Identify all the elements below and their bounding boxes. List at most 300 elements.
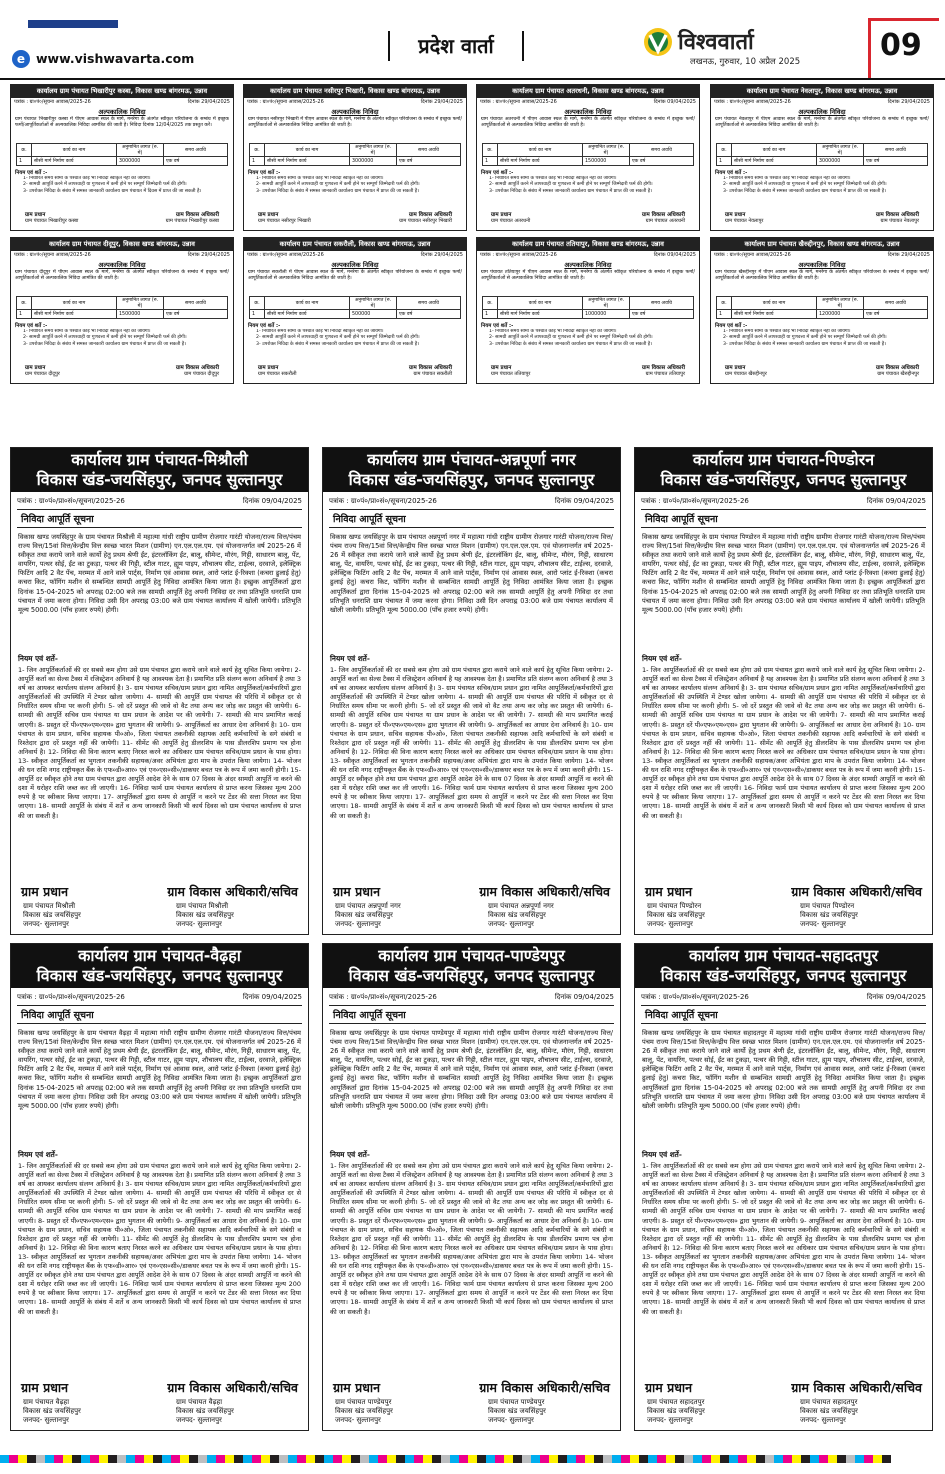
reference-number: पत्रांक : ग्रा०पं०/प्रा०सं०/सूचना/2025-26	[329, 497, 437, 505]
color-swatch	[117, 1455, 126, 1463]
table-cell: एक वर्ष	[164, 157, 228, 166]
signatory-officer-place: ग्राम पंचायत खैरुद्दीनपुर	[877, 371, 919, 377]
table-header-cell: अनुमानित लागत (रु. में)	[117, 144, 164, 157]
table-cell: 1	[717, 157, 732, 166]
pradhan-details	[23, 1398, 153, 1425]
color-swatch	[783, 1455, 792, 1463]
rules-text: 1- जिन आपूर्तिकर्ताओं की दर सबसे कम होगा उसे ग्राम पंचायत द्वारा कराये जाने वाले कार्य हेतु सूचित किया जायेगा। 2- आपूर्ति कर्ता का सेल्स टैक्स में रजिस्ट्रेशन अनिवार्य है यह आवश्यक देता है। प्रमाणित प्रति संलग्न करना अनिवार्य है तथा 3 वर्ष का आयकर कार्यालय संलग्न अनिवार्य है। 3- ग्राम पंचायत सचिव/ग्राम प्रधान द्वारा नामित आपूर्तिकर्ता/कर्मचारियों द्वारा आपूर्तिकर्ताओं की उपस्थिति में टेण्डर खोला जायेगा। 4- सामग्री की आपूर्ति ग्राम पंचायत की परिधि में स्वीकृत दर से निर्धारित समय सीमा पर करनी होगी। 5- जो दरें प्रस्तुत की जावे वो वैट तथा अन्य कर जोड़ कर प्रस्तुत की जायेगी। 6- सामग्री की आपूर्ति सचिव ग्राम पंचायत या ग्राम प्रधान के आदेश पर की जायेगी। 7- सामग्री की माप प्रमाणित कराई जाएगी। 8- प्रस्तुत दरें पी०एफ०एम०एस० द्वारा भुगतान की जायेगी। 9- आपूर्तिकर्ता का आधार देना अनिवार्य है। 10- ग्राम पंचायत के ग्राम प्रधान, सचिव सहायक पी०ओ०, जिला पंचायत तकनीकी सहायक आदि कर्मचारियों के सगे संबंधी व रिश्तेदार द्वारा दरें प्रस्तुत नहीं की जायेगी। 11- सीमेंट की आपूर्ति हेतु डीलरशिप के पास डीलरशिप प्रमाण पत्र होना अनिवार्य है। 12- निविदा की विना कारण बताए निरस्त करने का अधिकार ग्राम पंचायत सचिव/ग्राम प्रधान के पास होगा। 13- स्वीकृत आपूर्तिकर्ता का भुगतान तकनीकी सहायक/अवर अभियंता द्वारा माप के उपरांत किया जायेगा। 14- भोजन की धन राशि नगद राष्ट्रीयकृत बैंक के एफ०डी०आर० एवं एन०एस०सी०/डाकघर बचत पत्र के रूप में जमा करनी होगी। 15- आपूर्ति दर स्वीकृत होने तथा ग्राम पंचायत द्वारा आपूर्ति आदेश देने के साथ 07 दिवस के अंदर सामग्री आपूर्ति ना करने की दशा में धरोहर राशि जब्त कर ली जाएगी। 16- निविदा फार्म ग्राम पंचायत कार्यालय से प्राप्त करना जिसका मूल्य 200 रुपये है पर स्वीकार किया जाएगा। 17- आपूर्तिकर्ता द्वारा समय से आपूर्ति न करने पर टेंडर की सत्ता निरस्त कर दिया जाएगा। 18- सामग्री आपूर्ति के संबंध में शर्ते व अन्य जानकारी किसी भी कार्य दिवस को ग्राम पंचायत कार्यालय से प्राप्त की जा सकती है।	[642, 666, 925, 820]
signatory-pradhan: ग्राम प्रधान	[645, 884, 693, 899]
notice-reference-row	[477, 251, 699, 259]
notice-office-header: कार्यालय ग्राम पंचायत ततियापुर, विकास खण्ड बांगरमऊ, उन्नाव	[477, 238, 699, 251]
notice-body: ग्राम पंचायत दीदूपुर में पीएम आवास स्थल के मार्ग, मनरेगा के अंतर्गत स्वीकृत परियोजना के सम्बंध में इच्छुक फर्मो/आपूर्तिकर्ताओं से अल्पकालिक निविदा आमंत्रित की जाती है।	[15, 270, 229, 282]
pradhan-details	[23, 902, 153, 929]
table-cell: सीसी मार्ग निर्माण कार्य	[32, 310, 117, 319]
signatory-officer-place: ग्राम पंचायत सकरौली	[413, 371, 452, 377]
table-row	[717, 310, 928, 319]
signature-detail-row	[11, 900, 308, 929]
color-swatch	[459, 1455, 468, 1463]
rules-list	[477, 329, 699, 361]
rules-list	[477, 176, 699, 208]
color-swatch	[747, 1455, 756, 1463]
rule-item: 3- उपरोक्त निविदा के संबंध में समस्त जानकारी कार्यालय ग्राम पंचायत में प्राप्त की जा सकती है।	[723, 188, 887, 194]
color-swatch	[621, 1455, 630, 1463]
rule-item: 1- निर्धारित समय सीमा के पश्चात कोई भी निविदा स्वीकृत नहीं की जायेगी।	[256, 329, 384, 334]
signatory-pradhan-place: ग्राम पंचायत अतरधनी	[491, 218, 531, 224]
vishwavarta-logo-icon	[643, 27, 673, 57]
table-header-cell: अनुमानित लागत (रु. में)	[350, 144, 397, 157]
table-row	[483, 157, 694, 166]
table-cell: 1200000	[817, 310, 864, 319]
color-swatch	[531, 1455, 540, 1463]
signatory-officer-place: ग्राम पंचायत नेवलापुर	[880, 218, 919, 224]
signatory-pradhan: ग्राम प्रधान	[25, 212, 46, 218]
work-table	[16, 143, 228, 166]
detail-line: विकास खंड जयसिंहपुर	[488, 1407, 546, 1415]
table-cell: सीसी मार्ग निर्माण कार्य	[32, 157, 117, 166]
signature-detail-row	[635, 900, 932, 929]
signatory-pradhan: ग्राम प्रधान	[25, 365, 46, 371]
table-cell: 1000000	[583, 310, 630, 319]
rule-item: 2- सामग्री आपूर्ति करने में लापरवाही या गुणवत्ता में कमी होने पर सम्पूर्ण जिम्मेदारी फर्म की होगी।	[23, 182, 187, 188]
table-header-cell: क्र.	[17, 297, 32, 310]
signatory-pradhan: ग्राम प्रधान	[258, 365, 279, 371]
signatory-officer: ग्राम विकास अधिकारी/सचिव	[479, 1380, 610, 1395]
notice-office-header	[635, 448, 932, 492]
notice-date: दिनांक 29/04/2025	[187, 252, 230, 258]
table-header-cell: क्र.	[483, 144, 498, 157]
supply-tender-notice	[322, 943, 621, 1431]
short-term-tender-notice	[10, 237, 234, 384]
color-swatch	[612, 1455, 621, 1463]
rule-item: 3- उपरोक्त निविदा के संबंध में समस्त जानकारी कार्यालय ग्राम पंचायत में प्राप्त की जा सकती है।	[489, 341, 653, 347]
table-cell: एक वर्ष	[864, 310, 928, 319]
color-swatch	[90, 1455, 99, 1463]
color-swatch	[657, 1455, 666, 1463]
notice-title: अल्पकालिक निविदा	[564, 108, 612, 116]
color-swatch	[630, 1455, 639, 1463]
officer-details	[800, 1398, 920, 1425]
office-block: विकास खंड-जयसिंहपुर, जनपद सुल्तानपुर	[660, 966, 907, 985]
signatory-officer: ग्राम विकास अधिकारी	[642, 212, 685, 218]
rules-list	[244, 176, 466, 208]
table-cell: सीसी मार्ग निर्माण कार्य	[732, 157, 817, 166]
supply-tender-notice	[10, 447, 309, 935]
detail-line: जनपद- सुल्तानपुर	[176, 920, 222, 928]
table-header-cell: समय अवधि	[397, 144, 461, 157]
supply-tender-notice	[634, 447, 933, 935]
detail-line: जनपद- सुल्तानपुर	[176, 1416, 222, 1424]
color-swatch	[729, 1455, 738, 1463]
short-term-tender-notice	[10, 84, 234, 231]
table-cell: सीसी मार्ग निर्माण कार्य	[265, 310, 350, 319]
office-block: विकास खंड-जयसिंहपुर, जनपद सुल्तानपुर	[36, 966, 283, 985]
signatory-pradhan-place: ग्राम पंचायत खैरुद्दीनपुर	[725, 371, 767, 377]
rules-heading: नियम एवं शर्ते-	[330, 1150, 370, 1159]
notice-title: निविदा आपूर्ति सूचना	[17, 1005, 302, 1024]
color-swatch	[738, 1455, 747, 1463]
table-header-cell: क्र.	[17, 144, 32, 157]
table-header-cell: क्र.	[483, 297, 498, 310]
signature-row	[635, 1369, 932, 1396]
color-swatch	[774, 1455, 783, 1463]
rules-text: 1- जिन आपूर्तिकर्ताओं की दर सबसे कम होगा उसे ग्राम पंचायत द्वारा कराये जाने वाले कार्य हेतु सूचित किया जायेगा। 2- आपूर्ति कर्ता का सेल्स टैक्स में रजिस्ट्रेशन अनिवार्य है यह आवश्यक देता है। प्रमाणित प्रति संलग्न करना अनिवार्य है तथा 3 वर्ष का आयकर कार्यालय संलग्न अनिवार्य है। 3- ग्राम पंचायत सचिव/ग्राम प्रधान द्वारा नामित आपूर्तिकर्ता/कर्मचारियों द्वारा आपूर्तिकर्ताओं की उपस्थिति में टेण्डर खोला जायेगा। 4- सामग्री की आपूर्ति ग्राम पंचायत की परिधि में स्वीकृत दर से निर्धारित समय सीमा पर करनी होगी। 5- जो दरें प्रस्तुत की जावे वो वैट तथा अन्य कर जोड़ कर प्रस्तुत की जायेगी। 6- सामग्री की आपूर्ति सचिव ग्राम पंचायत या ग्राम प्रधान के आदेश पर की जायेगी। 7- सामग्री की माप प्रमाणित कराई जाएगी। 8- प्रस्तुत दरें पी०एफ०एम०एस० द्वारा भुगतान की जायेगी। 9- आपूर्तिकर्ता का आधार देना अनिवार्य है। 10- ग्राम पंचायत के ग्राम प्रधान, सचिव सहायक पी०ओ०, जिला पंचायत तकनीकी सहायक आदि कर्मचारियों के सगे संबंधी व रिश्तेदार द्वारा दरें प्रस्तुत नहीं की जायेगी। 11- सीमेंट की आपूर्ति हेतु डीलरशिप के पास डीलरशिप प्रमाण पत्र होना अनिवार्य है। 12- निविदा की विना कारण बताए निरस्त करने का अधिकार ग्राम पंचायत सचिव/ग्राम प्रधान के पास होगा। 13- स्वीकृत आपूर्तिकर्ता का भुगतान तकनीकी सहायक/अवर अभियंता द्वारा माप के उपरांत किया जायेगा। 14- भोजन की धन राशि नगद राष्ट्रीयकृत बैंक के एफ०डी०आर० एवं एन०एस०सी०/डाकघर बचत पत्र के रूप में जमा करनी होगी। 15- आपूर्ति दर स्वीकृत होने तथा ग्राम पंचायत द्वारा आपूर्ति आदेश देने के साथ 07 दिवस के अंदर सामग्री आपूर्ति ना करने की दशा में धरोहर राशि जब्त कर ली जाएगी। 16- निविदा फार्म ग्राम पंचायत कार्यालय से प्राप्त करना जिसका मूल्य 200 रुपये है पर स्वीकार किया जाएगा। 17- आपूर्तिकर्ता द्वारा समय से आपूर्ति न करने पर टेंडर की सत्ता निरस्त कर दिया जाएगा। 18- सामग्री आपूर्ति के संबंध में शर्ते व अन्य जानकारी किसी भी कार्य दिवस को ग्राम पंचायत कार्यालय से प्राप्त की जा सकती है।	[18, 1162, 301, 1316]
signature-row	[711, 361, 933, 371]
signatory-officer: ग्राम विकास अधिकारी	[642, 365, 685, 371]
notice-body: ग्राम पंचायत नेवलापुर में पीएम आवास स्थल के मार्ग, मनरेगा के अंतर्गत स्वीकृत परियोजना के सम्बंध में इच्छुक फर्मो/आपूर्तिकर्ताओं से अल्पकालिक निविदा आमंत्रित की जाती है।	[715, 117, 929, 129]
signature-row	[323, 873, 620, 900]
color-swatch	[792, 1455, 801, 1463]
table-cell: 1	[17, 157, 32, 166]
office-block: विकास खंड-जयसिंहपुर, जनपद सुल्तानपुर	[660, 470, 907, 489]
detail-line: जनपद- सुल्तानपुर	[647, 920, 693, 928]
table-cell: सीसी मार्ग निर्माण कार्य	[265, 157, 350, 166]
signatory-officer: ग्राम विकास अधिकारी	[409, 365, 452, 371]
rule-item: 2- सामग्री आपूर्ति करने में लापरवाही या गुणवत्ता में कमी होने पर सम्पूर्ण जिम्मेदारी फर्म की होगी।	[23, 335, 187, 341]
reference-number: पत्रांक : ग्रा०पं०/सूचना आवास/2025-26	[714, 99, 791, 105]
color-swatch	[81, 1455, 90, 1463]
table-header-cell: क्र.	[250, 297, 265, 310]
signature-detail-row	[323, 900, 620, 929]
reference-number: पत्रांक : ग्रा०पं०/प्रा०सं०/सूचना/2025-26	[17, 993, 125, 1001]
table-cell: एक वर्ष	[397, 310, 461, 319]
notice-body: ग्राम पंचायत अतरधनी में पीएम आवास स्थल के मार्ग, मनरेगा के अंतर्गत स्वीकृत परियोजना के सम्बंध में इच्छुक फर्मो/आपूर्तिकर्ताओं से अल्पकालिक निविदा आमंत्रित की जाती है।	[481, 117, 695, 129]
table-cell: 3000000	[817, 157, 864, 166]
color-swatch	[135, 1455, 144, 1463]
notice-office-header: कार्यालय ग्राम पंचायत नेवलापुर, विकास खण्ड बांगरमऊ, उन्नाव	[711, 85, 933, 98]
color-swatch	[810, 1455, 819, 1463]
notice-body: ग्राम पंचायत ततियापुर में पीएम आवास स्थल के मार्ग, मनरेगा के अंतर्गत स्वीकृत परियोजना के सम्बंध में इच्छुक फर्मो/आपूर्तिकर्ताओं से अल्पकालिक निविदा आमंत्रित की जाती है।	[481, 270, 695, 282]
detail-line: जनपद- सुल्तानपुर	[800, 1416, 846, 1424]
table-header-cell: समय अवधि	[164, 144, 228, 157]
table-header-cell: क्र.	[250, 144, 265, 157]
work-table	[716, 296, 928, 319]
signature-row	[11, 361, 233, 371]
notice-reference-row	[477, 98, 699, 106]
signature-row	[323, 1369, 620, 1396]
section-title: प्रदेश वार्ता	[388, 31, 524, 61]
rule-item: 2- सामग्री आपूर्ति करने में लापरवाही या गुणवत्ता में कमी होने पर सम्पूर्ण जिम्मेदारी फर्म की होगी।	[256, 335, 420, 341]
rules-heading: नियम एवं शर्ते-	[642, 1150, 682, 1159]
color-swatch	[297, 1455, 306, 1463]
table-header-row	[250, 297, 461, 310]
signatory-pradhan: ग्राम प्रधान	[491, 212, 512, 218]
short-term-tender-notice	[476, 237, 700, 384]
notice-date: दिनांक 09/04/2025	[866, 993, 926, 1001]
signature-subtitle-row	[711, 371, 933, 377]
office-block: विकास खंड-जयसिंहपुर, जनपद सुल्तानपुर	[348, 966, 595, 985]
notice-date: दिनांक 29/04/2025	[187, 99, 230, 105]
signatory-pradhan: ग्राम प्रधान	[258, 212, 279, 218]
brand-name: विश्ववार्ता	[678, 30, 754, 55]
table-header-cell: अनुमानित लागत (रु. में)	[817, 144, 864, 157]
signature-row	[11, 208, 233, 218]
rule-item: 1- निर्धारित समय सीमा के पश्चात कोई भी निविदा स्वीकृत नहीं की जायेगी।	[23, 329, 151, 334]
color-swatch	[198, 1455, 207, 1463]
short-term-tender-notice	[710, 84, 934, 231]
table-header-cell: कार्य का नाम	[265, 297, 350, 310]
table-row	[17, 157, 228, 166]
detail-line: जनपद- सुल्तानपुर	[647, 1416, 693, 1424]
detail-line: जनपद- सुल्तानपुर	[800, 920, 846, 928]
detail-line: ग्राम पंचायत वैढ़हा	[176, 1398, 223, 1406]
notice-office-header: कार्यालय ग्राम पंचायत अतरधनी, विकास खण्ड बांगरमऊ, उन्नाव	[477, 85, 699, 98]
signature-row	[11, 873, 308, 900]
color-swatch	[882, 1455, 891, 1463]
table-cell: 1	[250, 157, 265, 166]
officer-details	[488, 1398, 608, 1425]
signature-subtitle-row	[11, 218, 233, 224]
detail-line: विकास खंड जयसिंहपुर	[176, 1407, 234, 1415]
signatory-pradhan: ग्राम प्रधान	[333, 884, 381, 899]
signature-row	[635, 873, 932, 900]
officer-details	[800, 902, 920, 929]
table-cell: 500000	[350, 310, 397, 319]
rules-heading: नियम एवं शर्ते :-	[481, 170, 514, 176]
color-swatch	[648, 1455, 657, 1463]
signatory-officer: ग्राम विकास अधिकारी	[876, 365, 919, 371]
detail-line: जनपद- सुल्तानपुर	[23, 1416, 69, 1424]
rules-heading: नियम एवं शर्ते-	[18, 654, 58, 663]
office-name: कार्यालय ग्राम पंचायत-वैढ़हा	[78, 946, 241, 965]
reference-number: पत्रांक : ग्रा०पं०/प्रा०सं०/सूचना/2025-26	[641, 993, 749, 1001]
signatory-officer: ग्राम विकास अधिकारी/सचिव	[167, 1380, 298, 1395]
table-header-cell: कार्य का नाम	[498, 297, 583, 310]
internet-explorer-icon: e	[12, 50, 30, 68]
signatory-officer-place: ग्राम पंचायत अतरधनी	[645, 218, 685, 224]
reference-number: पत्रांक : ग्रा०पं०/प्रा०सं०/सूचना/2025-26	[17, 497, 125, 505]
color-swatch	[801, 1455, 810, 1463]
notice-reference-row	[244, 251, 466, 259]
notice-body: विकास खण्ड जयसिंहपुर के ग्राम पंचायत पाण्डेयपुर में महात्मा गांधी राष्ट्रीय ग्रामीण रोजगार गारंटी योजना/राज्य वित्त/पंचम राज्य वित्त/15वां वित्त/केन्द्रीय वित्त स्वच्छ भारत मिशन (ग्रामीण) एन.एल.एल.एम. एवं योजनान्तर्गत वर्ष 2025-26 में स्वीकृत तथा कराये जाने वाले कार्यो हेतु प्रथम श्रेणी ईंट, इंटरलॉकिंग ईंट, बालू, सीमेन्ट, मौरंग, गिट्टी, साधारण बालू, पेंट, वायरिंग, पत्थर सोई, ईंट का टुकड़ा, पत्थर की गिट्टी, स्टील गाटर, ह्यूम पाइप, शौचालय सीट, टाईल्स, दरवाजे, इलेक्ट्रिक फिटिंग आदि 2 वैट पेंच, मरम्मत में आने वाले पार्ट्स, निर्माण एवं आवास स्थल, आरो प्लांट ई-रिक्शा (कचरा ढुलाई हेतु) कचरा किट, फॉगिंग मशीन से सम्बन्धित सामग्री आपूर्ति हेतु निविदा आमंत्रित किया जाता है। इच्छुक आपूर्तिकर्ता द्वारा दिनांक 15-04-2025 को अपराह्न 02:00 बजे तक सामग्री आपूर्ति हेतु अपनी निविदा दर तथा प्रतिभूति धनराशि ग्राम पंचायत में जमा करना होगा। निविदा उसी दिन अपराह्न 03:00 बजे ग्राम पंचायत कार्यालय में खोली जायेगी। प्रतिभूति मूल्य 5000.00 (पाँच हजार रुपये) होगी।	[330, 1029, 613, 1110]
color-swatch	[216, 1455, 225, 1463]
work-table	[16, 296, 228, 319]
notice-reference-row	[11, 98, 233, 106]
detail-line: ग्राम पंचायत वैढ़हा	[23, 1398, 70, 1406]
masthead	[0, 0, 945, 80]
color-swatch	[396, 1455, 405, 1463]
rule-item: 3- उपरोक्त निविदा के संबंध में समस्त जानकारी कार्यालय ग्राम पंचायत में प्राप्त की जा सकती है।	[256, 188, 420, 194]
table-header-cell: कार्य का नाम	[732, 297, 817, 310]
detail-line: ग्राम पंचायत सहादतपुर	[800, 1398, 858, 1406]
masthead-rule	[0, 78, 945, 80]
table-cell: सीसी मार्ग निर्माण कार्य	[498, 157, 583, 166]
site-url-link[interactable]: www.vishwavarta.com	[36, 51, 195, 66]
table-header-cell: अनुमानित लागत (रु. में)	[583, 144, 630, 157]
detail-line: विकास खंड जयसिंहपुर	[23, 911, 81, 919]
color-swatch	[666, 1455, 675, 1463]
detail-line: विकास खंड जयसिंहपुर	[488, 911, 546, 919]
notice-title: निविदा आपूर्ति सूचना	[641, 1005, 926, 1024]
color-swatch	[828, 1455, 837, 1463]
detail-line: विकास खंड जयसिंहपुर	[647, 1407, 705, 1415]
reference-number: पत्रांक : ग्रा०पं०/सूचना आवास/2025-26	[247, 99, 324, 105]
signatory-pradhan: ग्राम प्रधान	[725, 365, 746, 371]
notice-office-header: कार्यालय ग्राम पंचायत दीदूपुर, विकास खण्ड बांगरमऊ, उन्नाव	[11, 238, 233, 251]
color-swatch	[342, 1455, 351, 1463]
notice-title: निविदा आपूर्ति सूचना	[17, 509, 302, 528]
color-swatch	[324, 1455, 333, 1463]
detail-line: जनपद- सुल्तानपुर	[23, 920, 69, 928]
signatory-pradhan-place: ग्राम पंचायत नसीरपुर भिखारी	[258, 218, 311, 224]
rules-heading: नियम एवं शर्ते :-	[248, 170, 281, 176]
notice-reference-row	[323, 988, 620, 1005]
notice-body: विकास खण्ड जयसिंहपुर के ग्राम पंचायत अन्नपूर्णा नगर में महात्मा गांधी राष्ट्रीय ग्रामीण रोजगार गारंटी योजना/राज्य वित्त/पंचम राज्य वित्त/15वां वित्त/केन्द्रीय वित्त स्वच्छ भारत मिशन (ग्रामीण) एन.एल.एल.एम. एवं योजनान्तर्गत वर्ष 2025-26 में स्वीकृत तथा कराये जाने वाले कार्यो हेतु प्रथम श्रेणी ईंट, इंटरलॉकिंग ईंट, बालू, सीमेन्ट, मौरंग, गिट्टी, साधारण बालू, पेंट, वायरिंग, पत्थर सोई, ईंट का टुकड़ा, पत्थर की गिट्टी, स्टील गाटर, ह्यूम पाइप, शौचालय सीट, टाईल्स, दरवाजे, इलेक्ट्रिक फिटिंग आदि 2 वैट पेंच, मरम्मत में आने वाले पार्ट्स, निर्माण एवं आवास स्थल, आरो प्लांट ई-रिक्शा (कचरा ढुलाई हेतु) कचरा किट, फॉगिंग मशीन से सम्बन्धित सामग्री आपूर्ति हेतु निविदा आमंत्रित किया जाता है। इच्छुक आपूर्तिकर्ता द्वारा दिनांक 15-04-2025 को अपराह्न 02:00 बजे तक सामग्री आपूर्ति हेतु अपनी निविदा दर तथा प्रतिभूति धनराशि ग्राम पंचायत में जमा करना होगा। निविदा उसी दिन अपराह्न 03:00 बजे ग्राम पंचायत कार्यालय में खोली जायेगी। प्रतिभूति मूल्य 5000.00 (पाँच हजार रुपये) होगी।	[330, 533, 613, 614]
work-table	[716, 143, 928, 166]
signature-row	[244, 208, 466, 218]
notice-reference-row	[711, 251, 933, 259]
color-swatch	[504, 1455, 513, 1463]
short-term-tender-notice	[476, 84, 700, 231]
table-header-cell: कार्य का नाम	[498, 144, 583, 157]
detail-line: ग्राम पंचायत अन्नपूर्णा नगर	[335, 902, 401, 910]
rule-item: 3- उपरोक्त निविदा के संबंध में समस्त जानकारी कार्यालय ग्राम पंचायत में प्राप्त की जा सकती है।	[23, 341, 187, 347]
table-header-cell: कार्य का नाम	[732, 144, 817, 157]
rule-item: 3- उपरोक्त निविदा के संबंध में समस्त जानकारी कार्यालय ग्राम पंचायत में प्राप्त की जा सकती है।	[489, 188, 653, 194]
notice-office-header	[11, 448, 308, 492]
notice-body: विकास खण्ड जयसिंहपुर के ग्राम पंचायत वैढ़हा में महात्मा गांधी राष्ट्रीय ग्रामीण रोजगार गारंटी योजना/राज्य वित्त/पंचम राज्य वित्त/15वां वित्त/केन्द्रीय वित्त स्वच्छ भारत मिशन (ग्रामीण) एन.एल.एल.एम. एवं योजनान्तर्गत वर्ष 2025-26 में स्वीकृत तथा कराये जाने वाले कार्यो हेतु प्रथम श्रेणी ईंट, इंटरलॉकिंग ईंट, बालू, सीमेन्ट, मौरंग, गिट्टी, साधारण बालू, पेंट, वायरिंग, पत्थर सोई, ईंट का टुकड़ा, पत्थर की गिट्टी, स्टील गाटर, ह्यूम पाइप, शौचालय सीट, टाईल्स, दरवाजे, इलेक्ट्रिक फिटिंग आदि 2 वैट पेंच, मरम्मत में आने वाले पार्ट्स, निर्माण एवं आवास स्थल, आरो प्लांट ई-रिक्शा (कचरा ढुलाई हेतु) कचरा किट, फॉगिंग मशीन से सम्बन्धित सामग्री आपूर्ति हेतु निविदा आमंत्रित किया जाता है। इच्छुक आपूर्तिकर्ता द्वारा दिनांक 15-04-2025 को अपराह्न 02:00 बजे तक सामग्री आपूर्ति हेतु अपनी निविदा दर तथा प्रतिभूति धनराशि ग्राम पंचायत में जमा करना होगा। निविदा उसी दिन अपराह्न 03:00 बजे ग्राम पंचायत कार्यालय में खोली जायेगी। प्रतिभूति मूल्य 5000.00 (पाँच हजार रुपये) होगी।	[18, 1029, 301, 1110]
notice-office-header: कार्यालय ग्राम पंचायत खैरुद्दीनपुर, विकास खण्ड बांगरमऊ, उन्नाव	[711, 238, 933, 251]
signatory-pradhan: ग्राम प्रधान	[21, 884, 69, 899]
rules-heading: नियम एवं शर्ते-	[330, 654, 370, 663]
table-header-cell: क्र.	[717, 144, 732, 157]
table-header-cell: कार्य का नाम	[265, 144, 350, 157]
notice-date: दिनांक 09/04/2025	[653, 99, 696, 105]
notice-reference-row	[323, 492, 620, 509]
rules-text: 1- जिन आपूर्तिकर्ताओं की दर सबसे कम होगा उसे ग्राम पंचायत द्वारा कराये जाने वाले कार्य हेतु सूचित किया जायेगा। 2- आपूर्ति कर्ता का सेल्स टैक्स में रजिस्ट्रेशन अनिवार्य है यह आवश्यक देता है। प्रमाणित प्रति संलग्न करना अनिवार्य है तथा 3 वर्ष का आयकर कार्यालय संलग्न अनिवार्य है। 3- ग्राम पंचायत सचिव/ग्राम प्रधान द्वारा नामित आपूर्तिकर्ता/कर्मचारियों द्वारा आपूर्तिकर्ताओं की उपस्थिति में टेण्डर खोला जायेगा। 4- सामग्री की आपूर्ति ग्राम पंचायत की परिधि में स्वीकृत दर से निर्धारित समय सीमा पर करनी होगी। 5- जो दरें प्रस्तुत की जावे वो वैट तथा अन्य कर जोड़ कर प्रस्तुत की जायेगी। 6- सामग्री की आपूर्ति सचिव ग्राम पंचायत या ग्राम प्रधान के आदेश पर की जायेगी। 7- सामग्री की माप प्रमाणित कराई जाएगी। 8- प्रस्तुत दरें पी०एफ०एम०एस० द्वारा भुगतान की जायेगी। 9- आपूर्तिकर्ता का आधार देना अनिवार्य है। 10- ग्राम पंचायत के ग्राम प्रधान, सचिव सहायक पी०ओ०, जिला पंचायत तकनीकी सहायक आदि कर्मचारियों के सगे संबंधी व रिश्तेदार द्वारा दरें प्रस्तुत नहीं की जायेगी। 11- सीमेंट की आपूर्ति हेतु डीलरशिप के पास डीलरशिप प्रमाण पत्र होना अनिवार्य है। 12- निविदा की विना कारण बताए निरस्त करने का अधिकार ग्राम पंचायत सचिव/ग्राम प्रधान के पास होगा। 13- स्वीकृत आपूर्तिकर्ता का भुगतान तकनीकी सहायक/अवर अभियंता द्वारा माप के उपरांत किया जायेगा। 14- भोजन की धन राशि नगद राष्ट्रीयकृत बैंक के एफ०डी०आर० एवं एन०एस०सी०/डाकघर बचत पत्र के रूप में जमा करनी होगी। 15- आपूर्ति दर स्वीकृत होने तथा ग्राम पंचायत द्वारा आपूर्ति आदेश देने के साथ 07 दिवस के अंदर सामग्री आपूर्ति ना करने की दशा में धरोहर राशि जब्त कर ली जाएगी। 16- निविदा फार्म ग्राम पंचायत कार्यालय से प्राप्त करना जिसका मूल्य 200 रुपये है पर स्वीकार किया जाएगा। 17- आपूर्तिकर्ता द्वारा समय से आपूर्ति न करने पर टेंडर की सत्ता निरस्त कर दिया जाएगा। 18- सामग्री आपूर्ति के संबंध में शर्ते व अन्य जानकारी किसी भी कार्य दिवस को ग्राम पंचायत कार्यालय से प्राप्त की जा सकती है।	[330, 1162, 613, 1316]
color-swatch	[441, 1455, 450, 1463]
signatory-officer: ग्राम विकास अधिकारी	[876, 212, 919, 218]
table-header-row	[483, 297, 694, 310]
notice-date: दिनांक 29/04/2025	[887, 99, 930, 105]
rules-text: 1- जिन आपूर्तिकर्ताओं की दर सबसे कम होगा उसे ग्राम पंचायत द्वारा कराये जाने वाले कार्य हेतु सूचित किया जायेगा। 2- आपूर्ति कर्ता का सेल्स टैक्स में रजिस्ट्रेशन अनिवार्य है यह आवश्यक देता है। प्रमाणित प्रति संलग्न करना अनिवार्य है तथा 3 वर्ष का आयकर कार्यालय संलग्न अनिवार्य है। 3- ग्राम पंचायत सचिव/ग्राम प्रधान द्वारा नामित आपूर्तिकर्ता/कर्मचारियों द्वारा आपूर्तिकर्ताओं की उपस्थिति में टेण्डर खोला जायेगा। 4- सामग्री की आपूर्ति ग्राम पंचायत की परिधि में स्वीकृत दर से निर्धारित समय सीमा पर करनी होगी। 5- जो दरें प्रस्तुत की जावे वो वैट तथा अन्य कर जोड़ कर प्रस्तुत की जायेगी। 6- सामग्री की आपूर्ति सचिव ग्राम पंचायत या ग्राम प्रधान के आदेश पर की जायेगी। 7- सामग्री की माप प्रमाणित कराई जाएगी। 8- प्रस्तुत दरें पी०एफ०एम०एस० द्वारा भुगतान की जायेगी। 9- आपूर्तिकर्ता का आधार देना अनिवार्य है। 10- ग्राम पंचायत के ग्राम प्रधान, सचिव सहायक पी०ओ०, जिला पंचायत तकनीकी सहायक आदि कर्मचारियों के सगे संबंधी व रिश्तेदार द्वारा दरें प्रस्तुत नहीं की जायेगी। 11- सीमेंट की आपूर्ति हेतु डीलरशिप के पास डीलरशिप प्रमाण पत्र होना अनिवार्य है। 12- निविदा की विना कारण बताए निरस्त करने का अधिकार ग्राम पंचायत सचिव/ग्राम प्रधान के पास होगा। 13- स्वीकृत आपूर्तिकर्ता का भुगतान तकनीकी सहायक/अवर अभियंता द्वारा माप के उपरांत किया जायेगा। 14- भोजन की धन राशि नगद राष्ट्रीयकृत बैंक के एफ०डी०आर० एवं एन०एस०सी०/डाकघर बचत पत्र के रूप में जमा करनी होगी। 15- आपूर्ति दर स्वीकृत होने तथा ग्राम पंचायत द्वारा आपूर्ति आदेश देने के साथ 07 दिवस के अंदर सामग्री आपूर्ति ना करने की दशा में धरोहर राशि जब्त कर ली जाएगी। 16- निविदा फार्म ग्राम पंचायत कार्यालय से प्राप्त करना जिसका मूल्य 200 रुपये है पर स्वीकार किया जाएगा। 17- आपूर्तिकर्ता द्वारा समय से आपूर्ति न करने पर टेंडर की सत्ता निरस्त कर दिया जाएगा। 18- सामग्री आपूर्ति के संबंध में शर्ते व अन्य जानकारी किसी भी कार्य दिवस को ग्राम पंचायत कार्यालय से प्राप्त की जा सकती है।	[18, 666, 301, 820]
table-header-cell: कार्य का नाम	[32, 297, 117, 310]
table-cell: 3000000	[350, 157, 397, 166]
color-swatch	[63, 1455, 72, 1463]
signature-detail-row	[323, 1396, 620, 1425]
rule-item: 1- निर्धारित समय सीमा के पश्चात कोई भी निविदा स्वीकृत नहीं की जायेगी।	[256, 176, 384, 181]
rule-item: 2- सामग्री आपूर्ति करने में लापरवाही या गुणवत्ता में कमी होने पर सम्पूर्ण जिम्मेदारी फर्म की होगी।	[489, 335, 653, 341]
color-swatch	[585, 1455, 594, 1463]
work-table	[482, 296, 694, 319]
notice-reference-row	[11, 988, 308, 1005]
rules-heading: नियम एवं शर्ते :-	[15, 170, 48, 176]
signature-subtitle-row	[711, 218, 933, 224]
table-cell: 3000000	[117, 157, 164, 166]
color-swatch	[819, 1455, 828, 1463]
signatory-pradhan-place: ग्राम पंचायत भिखारीपुर कस्बा	[25, 218, 79, 224]
supply-tender-notice	[10, 943, 309, 1431]
notice-title: अल्पकालिक निविदा	[98, 261, 146, 269]
table-header-cell: समय अवधि	[164, 297, 228, 310]
rules-text: 1- जिन आपूर्तिकर्ताओं की दर सबसे कम होगा उसे ग्राम पंचायत द्वारा कराये जाने वाले कार्य हेतु सूचित किया जायेगा। 2- आपूर्ति कर्ता का सेल्स टैक्स में रजिस्ट्रेशन अनिवार्य है यह आवश्यक देता है। प्रमाणित प्रति संलग्न करना अनिवार्य है तथा 3 वर्ष का आयकर कार्यालय संलग्न अनिवार्य है। 3- ग्राम पंचायत सचिव/ग्राम प्रधान द्वारा नामित आपूर्तिकर्ता/कर्मचारियों द्वारा आपूर्तिकर्ताओं की उपस्थिति में टेण्डर खोला जायेगा। 4- सामग्री की आपूर्ति ग्राम पंचायत की परिधि में स्वीकृत दर से निर्धारित समय सीमा पर करनी होगी। 5- जो दरें प्रस्तुत की जावे वो वैट तथा अन्य कर जोड़ कर प्रस्तुत की जायेगी। 6- सामग्री की आपूर्ति सचिव ग्राम पंचायत या ग्राम प्रधान के आदेश पर की जायेगी। 7- सामग्री की माप प्रमाणित कराई जाएगी। 8- प्रस्तुत दरें पी०एफ०एम०एस० द्वारा भुगतान की जायेगी। 9- आपूर्तिकर्ता का आधार देना अनिवार्य है। 10- ग्राम पंचायत के ग्राम प्रधान, सचिव सहायक पी०ओ०, जिला पंचायत तकनीकी सहायक आदि कर्मचारियों के सगे संबंधी व रिश्तेदार द्वारा दरें प्रस्तुत नहीं की जायेगी। 11- सीमेंट की आपूर्ति हेतु डीलरशिप के पास डीलरशिप प्रमाण पत्र होना अनिवार्य है। 12- निविदा की विना कारण बताए निरस्त करने का अधिकार ग्राम पंचायत सचिव/ग्राम प्रधान के पास होगा। 13- स्वीकृत आपूर्तिकर्ता का भुगतान तकनीकी सहायक/अवर अभियंता द्वारा माप के उपरांत किया जायेगा। 14- भोजन की धन राशि नगद राष्ट्रीयकृत बैंक के एफ०डी०आर० एवं एन०एस०सी०/डाकघर बचत पत्र के रूप में जमा करनी होगी। 15- आपूर्ति दर स्वीकृत होने तथा ग्राम पंचायत द्वारा आपूर्ति आदेश देने के साथ 07 दिवस के अंदर सामग्री आपूर्ति ना करने की दशा में धरोहर राशि जब्त कर ली जाएगी। 16- निविदा फार्म ग्राम पंचायत कार्यालय से प्राप्त करना जिसका मूल्य 200 रुपये है पर स्वीकार किया जाएगा। 17- आपूर्तिकर्ता द्वारा समय से आपूर्ति न करने पर टेंडर की सत्ता निरस्त कर दिया जाएगा। 18- सामग्री आपूर्ति के संबंध में शर्ते व अन्य जानकारी किसी भी कार्य दिवस को ग्राम पंचायत कार्यालय से प्राप्त की जा सकती है।	[642, 1162, 925, 1316]
signature-subtitle-row	[11, 371, 233, 377]
corner-accent-bar	[28, 20, 118, 28]
notice-reference-row	[11, 251, 233, 259]
color-swatch	[603, 1455, 612, 1463]
officer-details	[176, 902, 296, 929]
color-swatch	[288, 1455, 297, 1463]
work-table	[249, 296, 461, 319]
signatory-pradhan-place: ग्राम पंचायत दीदूपुर	[25, 371, 60, 377]
pradhan-details	[647, 1398, 777, 1425]
signatory-officer: ग्राम विकास अधिकारी	[176, 365, 219, 371]
color-swatch	[234, 1455, 243, 1463]
office-name: कार्यालय ग्राम पंचायत-पाण्डेयपुर	[378, 946, 565, 965]
signature-row	[477, 361, 699, 371]
notice-body: विकास खण्ड जयसिंहपुर के ग्राम पंचायत पिण्डोरन में महात्मा गांधी राष्ट्रीय ग्रामीण रोजगार गारंटी योजना/राज्य वित्त/पंचम राज्य वित्त/15वां वित्त/केन्द्रीय वित्त स्वच्छ भारत मिशन (ग्रामीण) एन.एल.एल.एम. एवं योजनान्तर्गत वर्ष 2025-26 में स्वीकृत तथा कराये जाने वाले कार्यो हेतु प्रथम श्रेणी ईंट, इंटरलॉकिंग ईंट, बालू, सीमेन्ट, मौरंग, गिट्टी, साधारण बालू, पेंट, वायरिंग, पत्थर सोई, ईंट का टुकड़ा, पत्थर की गिट्टी, स्टील गाटर, ह्यूम पाइप, शौचालय सीट, टाईल्स, दरवाजे, इलेक्ट्रिक फिटिंग आदि 2 वैट पेंच, मरम्मत में आने वाले पार्ट्स, निर्माण एवं आवास स्थल, आरो प्लांट ई-रिक्शा (कचरा ढुलाई हेतु) कचरा किट, फॉगिंग मशीन से सम्बन्धित सामग्री आपूर्ति हेतु निविदा आमंत्रित किया जाता है। इच्छुक आपूर्तिकर्ता द्वारा दिनांक 15-04-2025 को अपराह्न 02:00 बजे तक सामग्री आपूर्ति हेतु अपनी निविदा दर तथा प्रतिभूति धनराशि ग्राम पंचायत में जमा करना होगा। निविदा उसी दिन अपराह्न 03:00 बजे ग्राम पंचायत कार्यालय में खोली जायेगी। प्रतिभूति मूल्य 5000.00 (पाँच हजार रुपये) होगी।	[642, 533, 925, 614]
office-name: कार्यालय ग्राम पंचायत-पिण्डोरन	[692, 450, 875, 469]
table-cell: 1	[483, 310, 498, 319]
pradhan-details	[335, 1398, 465, 1425]
pradhan-details	[335, 902, 465, 929]
table-header-row	[17, 297, 228, 310]
detail-line: विकास खंड जयसिंहपुर	[800, 1407, 858, 1415]
reference-number: पत्रांक : ग्रा०पं०/सूचना आवास/2025-26	[247, 252, 324, 258]
color-swatch	[756, 1455, 765, 1463]
table-header-cell: समय अवधि	[864, 297, 928, 310]
color-swatch	[315, 1455, 324, 1463]
notice-reference-row	[635, 492, 932, 509]
notice-reference-row	[11, 492, 308, 509]
signatory-officer-place: ग्राम पंचायत भिखारीपुर कस्बा	[165, 218, 219, 224]
table-cell: सीसी मार्ग निर्माण कार्य	[498, 310, 583, 319]
notice-office-header	[323, 944, 620, 988]
rule-item: 2- सामग्री आपूर्ति करने में लापरवाही या गुणवत्ता में कमी होने पर सम्पूर्ण जिम्मेदारी फर्म की होगी।	[256, 182, 420, 188]
office-block: विकास खंड-जयसिंहपुर, जनपद सुल्तानपुर	[348, 470, 595, 489]
office-name: कार्यालय ग्राम पंचायत-मिश्रौली	[71, 450, 248, 469]
table-header-cell: क्र.	[717, 297, 732, 310]
detail-line: विकास खंड जयसिंहपुर	[800, 911, 858, 919]
table-header-cell: समय अवधि	[864, 144, 928, 157]
notice-title: अल्पकालिक निविदा	[98, 108, 146, 116]
reference-number: पत्रांक : ग्रा०पं०/सूचना आवास/2025-26	[480, 99, 557, 105]
table-row	[250, 157, 461, 166]
notice-title: अल्पकालिक निविदा	[564, 261, 612, 269]
color-swatch	[468, 1455, 477, 1463]
signature-detail-row	[635, 1396, 932, 1425]
table-header-cell: समय अवधि	[630, 297, 694, 310]
rule-item: 2- सामग्री आपूर्ति करने में लापरवाही या गुणवत्ता में कमी होने पर सम्पूर्ण जिम्मेदारी फर्म की होगी।	[489, 182, 653, 188]
color-swatch	[171, 1455, 180, 1463]
table-cell: 1	[250, 310, 265, 319]
rules-heading: नियम एवं शर्ते :-	[481, 323, 514, 329]
signatory-officer: ग्राम विकास अधिकारी/सचिव	[479, 884, 610, 899]
notice-date: दिनांक 09/04/2025	[554, 993, 614, 1001]
detail-line: ग्राम पंचायत सहादतपुर	[647, 1398, 705, 1406]
color-swatch	[432, 1455, 441, 1463]
color-swatch	[243, 1455, 252, 1463]
table-cell: 1	[483, 157, 498, 166]
color-swatch	[207, 1455, 216, 1463]
color-swatch	[720, 1455, 729, 1463]
detail-line: जनपद- सुल्तानपुर	[335, 920, 381, 928]
color-swatch	[306, 1455, 315, 1463]
table-header-cell: अनुमानित लागत (रु. में)	[117, 297, 164, 310]
rule-item: 1- निर्धारित समय सीमा के पश्चात कोई भी निविदा स्वीकृत नहीं की जायेगी।	[723, 329, 851, 334]
officer-details	[176, 1398, 296, 1425]
print-color-bar	[0, 1452, 945, 1466]
table-cell: एक वर्ष	[164, 310, 228, 319]
notice-office-header: कार्यालय ग्राम पंचायत सकरौली, विकास खण्ड बांगरमऊ, उन्नाव	[244, 238, 466, 251]
color-swatch	[693, 1455, 702, 1463]
notice-title: अल्पकालिक निविदा	[331, 261, 379, 269]
color-swatch	[513, 1455, 522, 1463]
signatory-officer: ग्राम विकास अधिकारी/सचिव	[791, 884, 922, 899]
color-swatch	[27, 1455, 36, 1463]
color-swatch	[126, 1455, 135, 1463]
dateline: लखनऊ, गुरुवार, 10 अप्रैल 2025	[690, 57, 801, 67]
notice-date: दिनांक 29/04/2025	[420, 99, 463, 105]
